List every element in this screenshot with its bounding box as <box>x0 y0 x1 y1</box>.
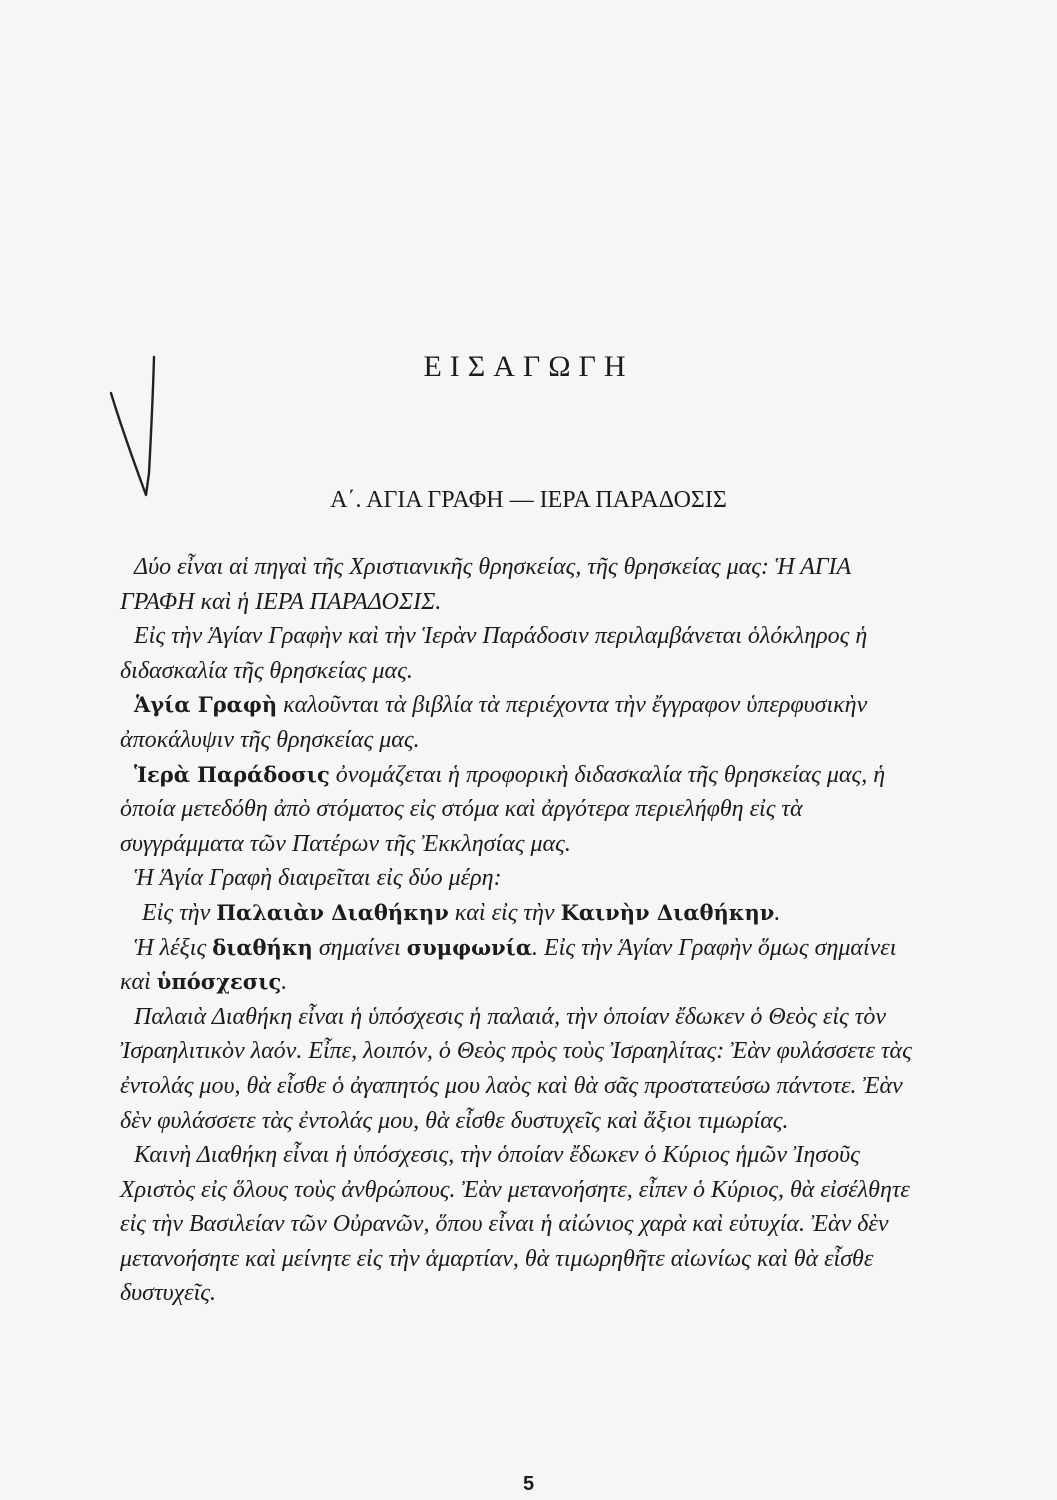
body-text <box>120 550 920 1311</box>
paragraph-division: Ἡ Ἁγία Γραφὴ διαιρεῖται εἰς δύο μέρη: <box>134 865 502 892</box>
definition-scripture: καλοῦνται τὰ βιβλία τὰ περιέχοντα τὴν ἔγγραφον ὑπερφυσικὴν ἀποκάλυψιν τῆς θρησκείας μας. <box>120 692 868 753</box>
term-new-testament: Καινὴν Διαθήκην <box>560 899 775 925</box>
term-diatheke: διαθήκη <box>212 934 313 960</box>
parts-text-2: καὶ εἰς τὴν <box>448 899 561 926</box>
term-old-testament: Παλαιὰν Διαθήκην <box>216 899 449 925</box>
parts-text-3: . <box>774 899 781 926</box>
paragraph-tradition-definition <box>120 758 920 862</box>
paragraph-teaching: Εἰς τὴν Ἁγίαν Γραφὴν καὶ τὴν Ἱερὰν Παράδοσιν περιλαμβάνεται ὁλόκληρος ἡ διδασκαλία τῆς θρησκείας μας. <box>120 623 868 684</box>
paragraph-sources: Δύο εἶναι αἱ πηγαὶ τῆς Χριστιανικῆς θρησκείας, τῆς θρησκείας μας: Ἡ ΑΓΙΑ ΓΡΑΦΗ καὶ ἡ ΙΕΡΑ ΠΑΡΑΔΟΣΙΣ. <box>120 554 851 615</box>
definition-tradition: ὀνομάζεται ἡ προφορικὴ διδασκαλία τῆς θρησκείας μας, ἡ ὁποία μετεδόθη ἀπὸ στόματος εἰς στόμα καὶ ἀργότερα περιελήφθη εἰς τὰ συγγράμματα τῶν Πατέρων τῆς Ἐκκλησίας μας. <box>120 761 886 857</box>
paragraph-new-testament: Καινὴ Διαθήκη εἶναι ἡ ὑπόσχεσις, τὴν ὁποίαν ἔδωκεν ὁ Κύριος ἡμῶν Ἰησοῦς Χριστὸς εἰς ὅλους τοὺς ἀνθρώπους. Ἐὰν μετανοήσητε, εἶπεν ὁ Κύριος, θὰ εἰσέλθητε εἰς τὴν Βασιλείαν τῶν Οὐρανῶν, ὅπου εἶναι ἡ αἰώνιος χαρὰ καὶ εὐτυχία. Ἐὰν δὲν μετανοήσητε καὶ μείνητε εἰς τὴν ἁμαρτίαν, θὰ τιμωρηθῆτε αἰωνίως καὶ θὰ εἶσθε δυστυχεῖς. <box>120 1142 910 1307</box>
term-scripture: Ἁγία Γραφὴ <box>134 692 278 718</box>
word-text-4: . <box>281 969 288 996</box>
term-tradition: Ἱερὰ Παράδοσις <box>134 761 330 787</box>
term-symphonia: συμφωνία <box>406 934 533 960</box>
paragraph-word-meaning <box>120 931 920 1000</box>
paragraph-scripture-definition <box>120 688 920 757</box>
word-text-1: Ἡ λέξις <box>134 934 213 961</box>
word-text-2: σημαίνει <box>312 934 407 961</box>
word-text-3: . Εἰς τὴν Ἁγίαν Γραφὴν ὅμως σημαίνει καὶ <box>120 934 897 996</box>
page-number: 5 <box>522 1473 535 1495</box>
section-heading: Α΄. ΑΓΙΑ ΓΡΑΦΗ — ΙΕΡΑ ΠΑΡΑΔΟΣΙΣ <box>330 487 727 513</box>
paragraph-old-testament: Παλαιὰ Διαθήκη εἶναι ἡ ὑπόσχεσις ἡ παλαιά, τὴν ὁποίαν ἔδωκεν ὁ Θεὸς εἰς τὸν Ἰσραηλιτικὸν λαόν. Εἶπε, λοιπόν, ὁ Θεὸς πρὸς τοὺς Ἰσραηλίτας: Ἐὰν φυλάσσετε τὰς ἐντολάς μου, θὰ εἶσθε ὁ ἀγαπητός μου λαὸς καὶ θὰ σᾶς προστατεύσω πάντοτε. Ἐὰν δὲν φυλάσσετε τὰς ἐντολάς μου, θὰ εἶσθε δυστυχεῖς καὶ ἄξιοι τιμωρίας. <box>120 1003 912 1134</box>
term-hyposchesis: ὑπόσχεσις <box>156 969 282 995</box>
paragraph-parts <box>120 896 920 931</box>
chapter-title: ΕΙΣΑΓΩΓΗ <box>423 350 634 383</box>
parts-text-1: Εἰς τὴν <box>142 899 217 926</box>
